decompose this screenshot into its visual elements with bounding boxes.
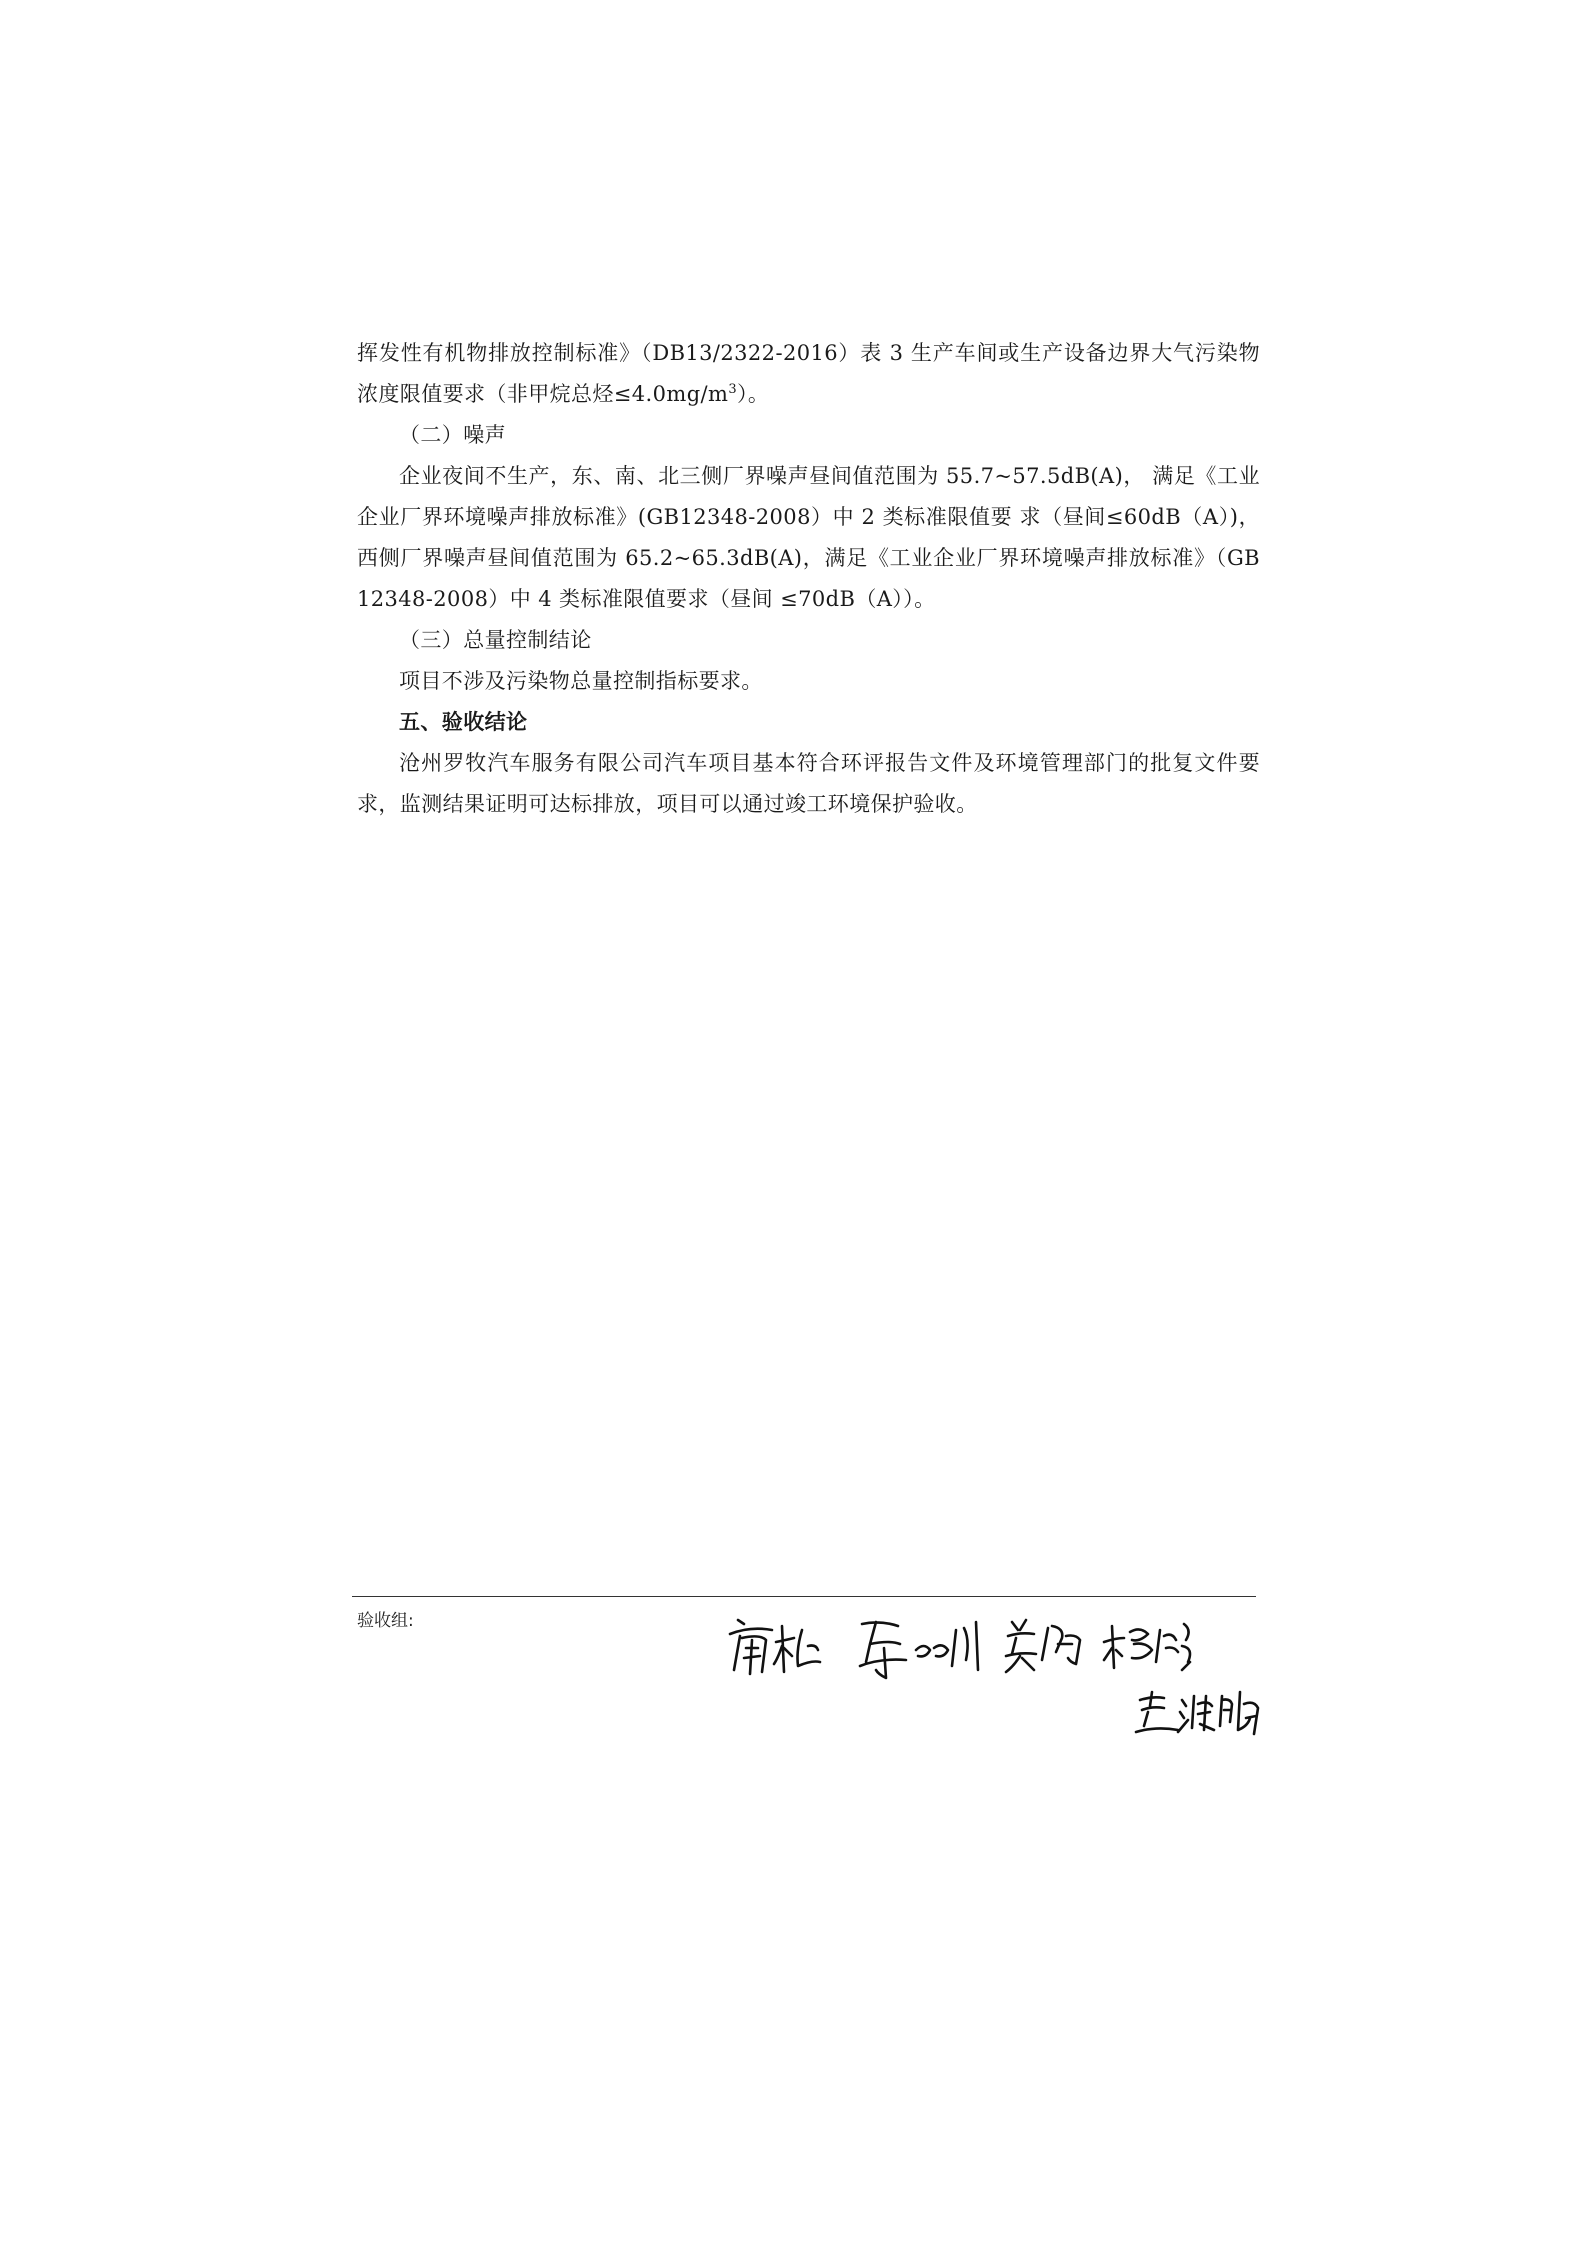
signature-line <box>352 1596 1256 1597</box>
paragraph-voc-standard <box>357 333 1260 415</box>
heading-acceptance-conclusion: 五、验收结论 <box>399 710 528 734</box>
heading-total-control: （三）总量控制结论 <box>399 628 592 652</box>
signature-5 <box>1136 1692 1258 1734</box>
signature-2 <box>860 1622 978 1678</box>
paragraph-noise: 企业夜间不生产，东、南、北三侧厂界噪声昼间值范围为 55.7~57.5dB(A)， 满足《工业企业厂界环境噪声排放标准》(GB12348-2008）中 2 类标准限值要 求（昼间≤60dB（A）)，西侧厂界噪声昼间值范围为 65.2~65.3dB(A)，满足《工业企业厂界环境噪声排放标准》（GB 12348-2008）中 4 类标准限值要求（昼间 ≤70dB（A））。 <box>357 464 1260 611</box>
signature-4 <box>1104 1624 1190 1670</box>
voc-standard-text: 挥发性有机物排放控制标准》（DB13/2322-2016）表 3 生产车间或生产设备边界大气污染物浓度限值要求（非甲烷总烃≤4.0mg/m <box>357 341 1260 406</box>
signature-1 <box>730 1620 820 1674</box>
handwritten-signatures <box>720 1600 1280 1750</box>
document-body <box>357 333 1260 825</box>
signature-3 <box>1006 1620 1080 1672</box>
superscript: 3 <box>728 382 738 397</box>
voc-standard-end: ）。 <box>737 382 770 406</box>
paragraph-acceptance-conclusion: 沧州罗牧汽车服务有限公司汽车项目基本符合环评报告文件及环境管理部门的批复文件要求，监测结果证明可达标排放，项目可以通过竣工环境保护验收。 <box>357 751 1260 816</box>
heading-noise: （二）噪声 <box>399 423 506 447</box>
paragraph-total-control: 项目不涉及污染物总量控制指标要求。 <box>399 669 763 693</box>
signature-label: 验收组: <box>357 1611 414 1631</box>
